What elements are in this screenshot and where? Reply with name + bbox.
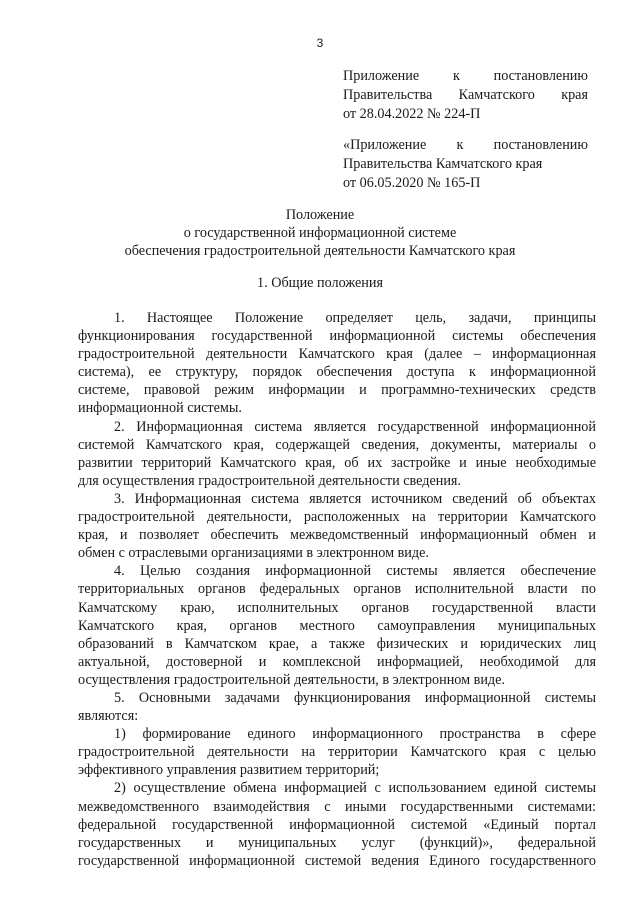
document-body (78, 309, 596, 870)
body-line: государственной информационной системой ведения Единого государственного (78, 852, 596, 869)
body-line: обмен с отраслевыми организациями в электронном виде. (78, 545, 429, 562)
body-line: системе, правовой режим информации и программно-технических средств (78, 382, 596, 399)
body-line: образований в Камчатском крае, а также физических и юридических лиц (78, 635, 596, 652)
attachment-line: от 28.04.2022 № 224-П (343, 106, 481, 122)
body-line: развитии территорий Камчатского края, об их застройке и иные необходимые (78, 454, 596, 471)
attachment-line: Приложение к постановлению (343, 68, 588, 84)
attachment-line: Правительства Камчатского края (343, 156, 543, 172)
body-line: государственных и муниципальных услуг (функций)», федеральной (78, 834, 596, 851)
body-line: система), ее структуру, порядок обеспечения доступа к информационной (78, 364, 596, 381)
attachment-reference-previous (343, 136, 588, 193)
page-number: 3 (316, 36, 324, 50)
attachment-line: от 06.05.2020 № 165-П (343, 175, 481, 191)
body-line: 3. Информационная система является источником сведений об объектах (114, 490, 596, 507)
body-line: межведомственного взаимодействия с иными государственными системами: (78, 798, 596, 815)
title-line: Положение (285, 207, 355, 223)
body-line: 2. Информационная система является государственной информационной (114, 418, 596, 435)
body-line: 4. Целью создания информационной системы является обеспечение (114, 563, 596, 580)
body-line: 5. Основными задачами функционирования информационной системы (114, 689, 596, 706)
attachment-line: «Приложение к постановлению (343, 137, 588, 153)
body-line: актуальной, достоверной и комплексной информацией, необходимой для (78, 653, 596, 670)
document-title (0, 206, 640, 260)
body-line: градостроительной деятельности Камчатского края (далее – информационная (78, 346, 596, 363)
body-line: территориальных органов федеральных органов исполнительной власти по (78, 581, 596, 598)
body-line: являются: (78, 708, 139, 725)
body-line: градостроительной деятельности на территории Камчатского края с целью (78, 744, 596, 761)
body-line: для осуществления градостроительной деятельности сведения. (78, 472, 462, 489)
body-line: 2) осуществление обмена информацией с использованием единой системы (114, 780, 596, 797)
section-heading: 1. Общие положения (257, 275, 383, 291)
body-line: 1) формирование единого информационного пространства в сфере (114, 726, 596, 743)
body-line: градостроительной деятельности, расположенных на территории Камчатского (78, 509, 596, 526)
body-line: 1. Настоящее Положение определяет цель, задачи, принципы (114, 310, 596, 326)
attachment-line: Правительства Камчатского края (343, 87, 588, 103)
body-line: осуществления градостроительной деятельности, в электронном виде. (78, 671, 505, 688)
body-line: края, и позволяет обеспечить межведомственный информационный обмен и (78, 527, 596, 544)
body-line: Камчатскому краю, исполнительных органов государственной власти (78, 599, 596, 616)
body-line: функционирования государственной информационной системы обеспечения (78, 328, 596, 345)
title-line: обеспечения градостроительной деятельности Камчатского края (124, 243, 516, 259)
body-line: системой Камчатского края, содержащей сведения, документы, материалы о (78, 436, 596, 453)
body-line: эффективного управления развитием территорий; (78, 762, 380, 779)
body-line: информационной системы. (78, 400, 242, 417)
body-line: федеральной государственной информационной системой «Единый портал (78, 816, 596, 833)
attachment-reference-current (343, 67, 588, 124)
title-line: о государственной информационной системе (183, 225, 457, 241)
body-line: Камчатского края, органов местного самоуправления муниципальных (78, 617, 596, 634)
